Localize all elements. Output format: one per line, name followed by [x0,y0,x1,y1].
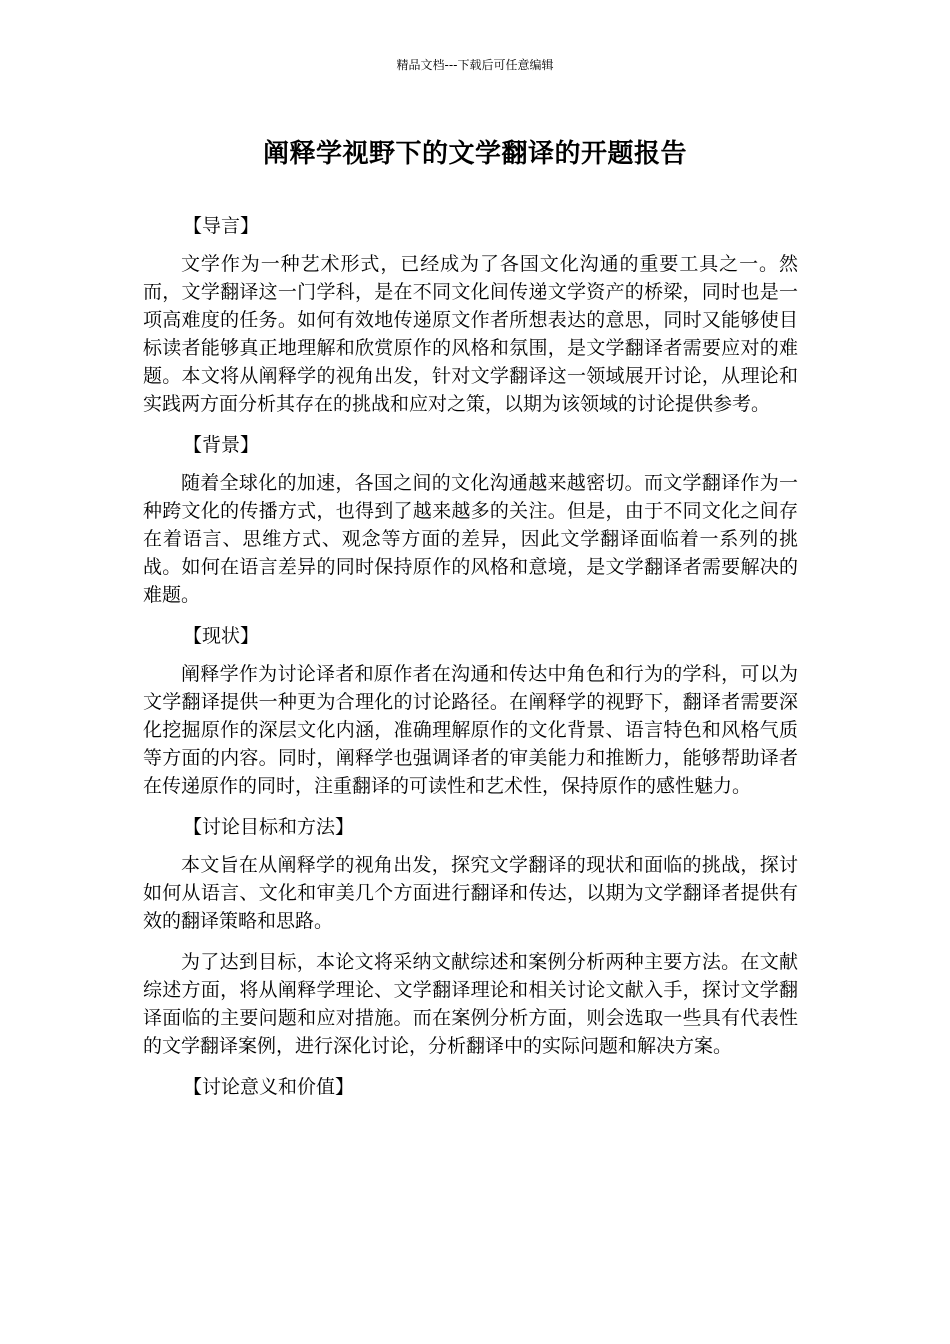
header-note: 精品文档---下载后可任意编辑 [396,58,554,72]
paragraph-methods: 为了达到目标，本论文将采纳文献综述和案例分析两种主要方法。在文献综述方面，将从阐释学理论、文学翻译理论和相关讨论文献入手，探讨文学翻译面临的主要问题和应对措施。而在案例分析方面，则会选取一些具有代表性的文学翻译案例，进行深化讨论，分析翻译中的实际问题和解决方案。 [143,951,798,1057]
section-heading-significance: 【讨论意义和价值】 [183,1076,355,1098]
paragraph-background: 随着全球化的加速，各国之间的文化沟通越来越密切。而文学翻译作为一种跨文化的传播方式，也得到了越来越多的关注。但是，由于不同文化之间存在着语言、思维方式、观念等方面的差异，因此文学翻译面临着一系列的挑战。如何在语言差异的同时保持原作的风格和意境，是文学翻译者需要解决的难题。 [143,472,798,606]
paragraph-status: 阐释学作为讨论译者和原作者在沟通和传达中角色和行为的学科，可以为文学翻译提供一种更为合理化的讨论路径。在阐释学的视野下，翻译者需要深化挖掘原作的深层文化内涵，准确理解原作的文化背景、语言特色和风格气质等方面的内容。同时，阐释学也强调译者的审美能力和推断力，能够帮助译者在传递原作的同时，注重翻译的可读性和艺术性，保持原作的感性魅力。 [143,663,798,797]
document-title: 阐释学视野下的文学翻译的开题报告 [262,139,687,169]
section-heading-status: 【现状】 [183,625,260,647]
paragraph-goals: 本文旨在从阐释学的视角出发，探究文学翻译的现状和面临的挑战，探讨如何从语言、文化和审美几个方面进行翻译和传达，以期为文学翻译者提供有效的翻译策略和思路。 [143,854,798,932]
section-heading-goals-methods: 【讨论目标和方法】 [183,816,355,838]
section-heading-intro: 【导言】 [183,215,260,237]
section-heading-background: 【背景】 [183,434,260,456]
document-body [143,212,798,1111]
paragraph-intro: 文学作为一种艺术形式，已经成为了各国文化沟通的重要工具之一。然而，文学翻译这一门学科，是在不同文化间传递文学资产的桥梁，同时也是一项高难度的任务。如何有效地传递原文作者所想表达的意思，同时又能够使目标读者能够真正地理解和欣赏原作的风格和氛围，是文学翻译者需要应对的难题。本文将从阐释学的视角出发，针对文学翻译这一领域展开讨论，从理论和实践两方面分析其存在的挑战和应对之策，以期为该领域的讨论提供参考。 [143,253,798,415]
